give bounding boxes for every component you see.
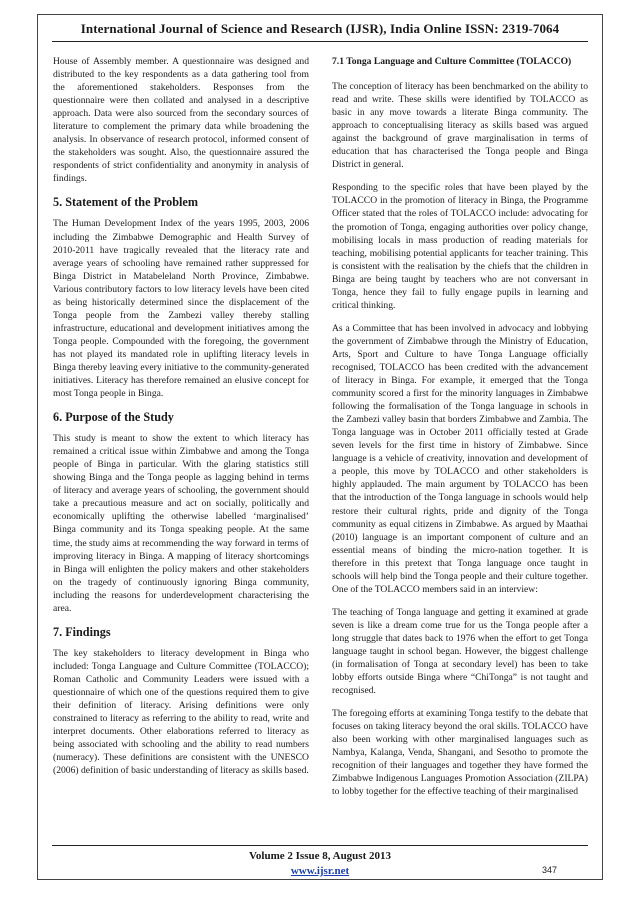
section-5-heading: 5. Statement of the Problem: [53, 195, 198, 210]
header-divider: [52, 41, 588, 42]
right-paragraph-2: Responding to the specific roles that have been played by the TOLACCO in the promotion of literacy in Binga, the Programme Officer stated that the roles of TOLACCO include: advocating for the promotion of Tonga, engaging authorities over policy change, mobilising locals in mass production of reading materials for teaching, mobilising potential applicants for teacher training. This is consistent with the realisation by the chiefs that the children in Binga are being taught by teachers who are not conversant in Tonga, hence they fail to fully engage pupils in learning and critical thinking.: [332, 182, 588, 311]
section-6-heading: 6. Purpose of the Study: [53, 410, 174, 425]
section-5-paragraph: The Human Development Index of the years 1995, 2003, 2006 including the Zimbabwe Demographic and Health Survey of 2010-2011 have tragically revealed that the literacy rate and average years of schooling have remained rather suppressed for Binga District in Matabeleland North Province, Zimbabwe. Various contributory factors to low literacy levels have been cited as being historically determined since the displacement of the Tonga people from the Zambezi valley thereby stalling infrastructure, educational and development initiatives among the Tonga people. Compounded with the foregoing, the government has not played its mandated role in uplifting literacy levels in Binga thereby leaving every initiative to the community-generated initiatives. Literacy has therefore remained an elusive concept for most Tonga people in Binga.: [53, 218, 309, 400]
footer-issue: Volume 2 Issue 8, August 2013: [248, 850, 391, 862]
footer-divider: [52, 845, 588, 846]
subsection-7-1-heading: 7.1 Tonga Language and Culture Committee (TOLACCO): [332, 56, 572, 67]
section-7-heading: 7. Findings: [53, 624, 111, 639]
right-paragraph-3: As a Committee that has been involved in advocacy and lobbying the government of Zimbabwe through the Ministry of Education, Arts, Sport and Culture to have Tonga Language officially recognised, TOLACCO has been credited with the advancement of literacy in Binga. For example, it emerged that the Tonga community scored a first for the minority languages in Zimbabwe following the formalisation of the Tonga language in schools in the Zambezi valley basin that borders Zimbabwe and Zambia. The Tonga language was in October 2011 officially tested at Grade seven levels for the first time in history of Zimbabwe. Since language is a vehicle of creativity, innovation and development of a people, this move by TOLACCO and other stakeholders is highly applauded. The main argument by TOLACCO has been that the introduction of the Tonga language in schools would help restore their cultural rights, pride and dignity of the Tonga community as equal citizens in Zimbabwe. As argued by Maathai (2010) language is an important component of culture and an essential means of binding the micro-nation together. It is therefore in this pretext that Tonga language once taught in schools will help bind the Tonga people and their culture together. One of the TOLACCO members said in an interview:: [332, 322, 588, 595]
right-paragraph-4: The teaching of Tonga language and getting it examined at grade seven is like a dream come true for us the Tonga people after a long struggle that dates back to 1976 when the effort to get Tonga language taught in school began. However, the biggest challenge (in formalisation of Tonga at secondary level) has been to take lobby efforts outside Binga where “ChiTonga” is not taught and recognised.: [332, 606, 588, 697]
left-column: [53, 55, 309, 787]
right-paragraph-1: The conception of literacy has been benchmarked on the ability to read and write. These skills were identified by TOLACCO as basic in any move towards a literate Binga community. The approach to conceptualising literacy as skills based was argued against the background of grave marginalisation in terms of education that has characterised the Tonga people and Binga District in general.: [332, 81, 588, 171]
intro-paragraph: House of Assembly member. A questionnaire was designed and distributed to the key respondents as a data gathering tool from the aforementioned stakeholders. Responses from the questionnaire were then collated and analysed in a descriptive approach. Data were also sourced from the secondary sources of literature to complement the primary data while broadening the analysis. In observance of research protocol, informed consent of the stakeholders was sought. Also, the questionnaire assured the respondents of strict confidentiality and anonymity in analysis of findings.: [53, 56, 309, 185]
right-column: [332, 55, 588, 808]
journal-header: International Journal of Science and Research (IJSR), India Online ISSN: 2319-7064: [80, 21, 560, 36]
page-number: 347: [542, 865, 558, 875]
footer-website-link[interactable]: www.ijsr.net: [290, 865, 350, 877]
section-7-paragraph: The key stakeholders to literacy development in Binga who included: Tonga Language and Culture Committee (TOLACCO); Roman Catholic and Community Leaders were issued with a questionnaire of which one of the questions required them to give their definition of literacy. Arising definitions were only constrained to literacy as referring to the ability to read, write and interpret documents. Other elaborations referred to literacy as being associated with schooling and the ability to read numbers (numeracy). These definitions are consistent with the UNESCO (2006) definition of basic understanding of literacy as skills based.: [53, 647, 309, 777]
right-paragraph-5: The foregoing efforts at examining Tonga testify to the debate that focuses on taking literacy beyond the oral skills. TOLACCO have also been working with other marginalised languages such as Nambya, Kalanga, Venda, Shangani, and Sesotho to promote the recognition of their languages and together they have formed the Zimbabwe Indigenous Languages Promotion Association (ZILPA) to lobby together for the effective teaching of their marginalised: [332, 708, 588, 798]
page-frame: [37, 14, 603, 880]
section-6-paragraph: This study is meant to show the extent to which literacy has remained a critical issue within Zimbabwe and among the Tonga people of Binga in particular. With the glaring statistics still showing Binga and the Tonga people as lagging behind in terms of literacy and average years of schooling, the government should take a precautious measure and act on socially, politically and economically uplifting the otherwise labelled ‘marginalised’ Binga community and its Tonga speaking people. At the same time, the study aims at recommending the way forward in terms of improving literacy in Binga. A mapping of literacy shortcomings in Binga will enlighten the policy makers and other stakeholders on the tragedy of continuously ignoring Binga community, including the reasons for underdevelopment characterising the area.: [53, 433, 309, 614]
